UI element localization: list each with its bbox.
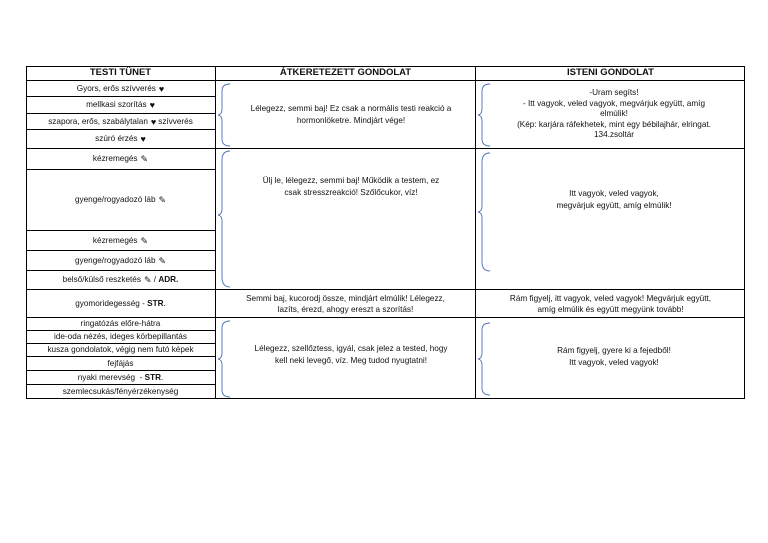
divine-thought-3: Rám figyelj, itt vagyok, veled vagyok! Megvárjuk együtt, amíg elmúlik és együtt megyünk tovább! — [509, 293, 712, 314]
table-row: mellkasi szorítás ♥ — [86, 100, 155, 110]
reframed-thought-1: Lélegezz, semmi baj! Ez csak a normális testi reakció a hormonlöketre. Mindjárt vége! — [250, 103, 452, 125]
syringe-icon: ✎ — [143, 275, 152, 285]
col-divider-2 — [475, 66, 476, 399]
syringe-icon: ✎ — [158, 255, 167, 266]
syringe-icon: ✎ — [140, 154, 149, 164]
syringe-icon: ✎ — [140, 235, 149, 246]
table-row: gyenge/rogyadozó láb ✎ — [74, 255, 167, 266]
syringe-icon: ✎ — [158, 195, 167, 205]
symptom-table — [26, 66, 745, 399]
heart-icon: ♥ — [140, 134, 146, 144]
divine-thought-2: Itt vagyok, veled vagyok, megvárjuk együtt, amíg elmúlik! — [556, 189, 672, 210]
table-row: fejfájás — [107, 358, 134, 368]
table-row: kézremegés ✎ — [92, 154, 149, 164]
table-row: szúró érzés ♥ — [95, 134, 146, 144]
table-row: szemlecsukás/fényérzékenység — [62, 386, 179, 396]
table-row: gyenge/rogyadozó láb ✎ — [74, 195, 167, 205]
table-row: szapora, erős, szabálytalan ♥ szívverés — [48, 116, 193, 127]
brace-icon — [478, 152, 492, 272]
table-row: gyomoridegesség - STR . — [75, 298, 166, 308]
brace-icon — [478, 322, 492, 396]
divine-thought-1: -Uram segíts! - Itt vagyok, veled vagyok, megvárjuk együtt, amíg elmúlik! (Kép: karjára ráfekhetek, mint egy bébilajhár, elringat. 134.zsoltár — [517, 88, 711, 140]
divine-thought-4: Rám figyelj, gyere ki a fejedből! Itt vagyok, veled vagyok! — [557, 346, 671, 367]
table-row: kézremegés ✎ — [92, 235, 149, 246]
table-row: kusza gondolatok, végig nem futó képek — [47, 345, 194, 354]
table-row: nyaki merevség - STR . — [77, 372, 164, 382]
reframed-thought-2: Ülj le, lélegezz, semmi baj! Működik a testem, ez csak stresszreakció! Szőlőcukor, víz! — [262, 176, 440, 197]
header-reframed: ÁTKERETEZETT GONDOLAT — [279, 67, 412, 78]
table-row: Gyors, erős szívverés ♥ — [76, 83, 165, 94]
header-divine: ISTENI GONDOLAT — [567, 67, 654, 78]
col-divider-1 — [215, 66, 216, 399]
heart-icon: ♥ — [158, 83, 165, 94]
header-symptom: TESTI TÜNET — [89, 67, 152, 78]
brace-icon — [478, 83, 492, 147]
table-row: belső/külső reszketés ✎ / ADR. — [62, 275, 179, 285]
brace-icon — [218, 83, 232, 147]
reframed-thought-4: Lélegezz, szellőztess, igyál, csak jelez a tested, hogy kell neki levegő, víz. Meg tudod nyugtatni! — [254, 344, 448, 365]
brace-icon — [218, 150, 232, 288]
heart-icon: ♥ — [150, 116, 157, 127]
reframed-thought-3: Semmi baj, kucorodj össze, mindjárt elmúlik! Lélegezz, lazíts, érezd, ahogy ereszt a szorítás! — [246, 293, 445, 314]
table-row: ide-oda nézés, ideges körbepillantás — [54, 332, 187, 341]
brace-icon — [218, 320, 232, 398]
heart-icon: ♥ — [149, 100, 155, 110]
table-row: ringatózás előre-hátra — [80, 319, 161, 328]
